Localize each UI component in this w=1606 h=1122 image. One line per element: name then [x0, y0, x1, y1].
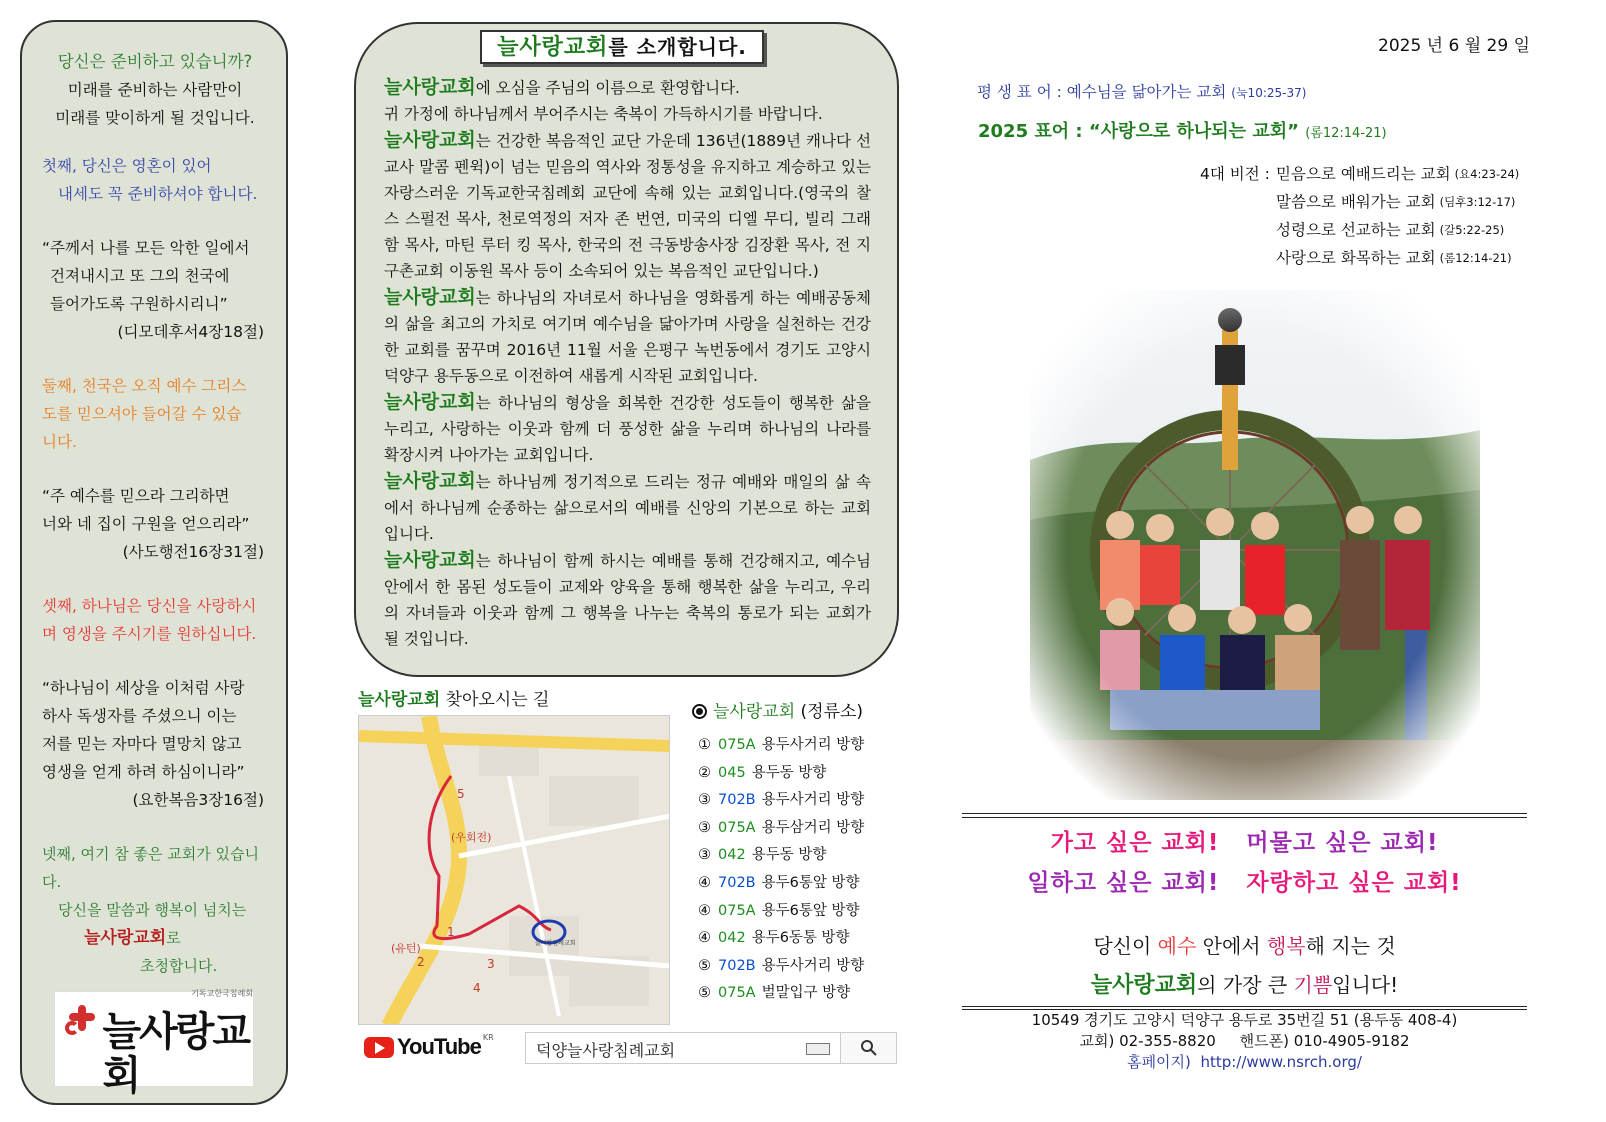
- point-first-cont: 내세도 꼭 준비하셔야 합니다.: [58, 185, 258, 203]
- stop-number: ③: [698, 792, 711, 809]
- radio-bullet-icon: [692, 704, 707, 719]
- yearly-motto: 2025 표어 : “사랑으로 하나되는 교회” (롬12:14-21): [978, 121, 1387, 142]
- stop-number: ③: [698, 819, 711, 836]
- contact-info: [962, 1010, 1527, 1073]
- stop-number: ④: [698, 930, 711, 947]
- search-icon: [860, 1039, 878, 1057]
- bus-route-code: 075A: [718, 819, 756, 836]
- svg-text:5: 5: [457, 787, 465, 801]
- directions-heading: 늘사랑교회 찾아오시는 길: [358, 690, 550, 710]
- verse-line: “주께서 나를 모든 악한 일에서: [42, 239, 250, 257]
- map-graphic: [359, 716, 670, 1025]
- bus-route-code: 075A: [718, 737, 756, 753]
- point-second-cont: 니다.: [42, 433, 77, 451]
- svg-text:1: 1: [447, 925, 455, 939]
- bus-route-code: 042: [718, 847, 746, 864]
- bus-direction: 용두삼거리 방향: [761, 819, 865, 836]
- bus-stop-item: [692, 732, 892, 760]
- map-marker-label: (우회전): [451, 831, 492, 844]
- photo-graphic: [1030, 290, 1480, 800]
- homepage-link[interactable]: http://www.nsrch.org/: [1200, 1053, 1362, 1071]
- invitation-line: 미래를 준비하는 사람만이: [67, 81, 243, 99]
- church-name: 늘사랑교회: [84, 928, 167, 948]
- map-marker-label: (유턴): [391, 942, 421, 955]
- cross-icon: [61, 1009, 100, 1069]
- point-first: 첫째, 당신은 영혼이 있어: [42, 157, 212, 175]
- divider: [962, 817, 1527, 818]
- logo-denomination: 기독교한국침례회: [191, 989, 253, 998]
- church-name: 늘사랑교회: [497, 35, 609, 60]
- intro-paragraph: 늘사랑교회는 하나님께 정기적으로 드리는 정규 예배와 매일의 삶 속에서 하나님께 순종하는 삶으로서의 예배를 신앙의 기본으로 하는 교회입니다.: [384, 470, 871, 543]
- church-logo: [54, 989, 254, 1098]
- introduction-panel: [354, 22, 899, 677]
- verse-line: 너와 네 집이 구원을 얻으리라”: [42, 515, 250, 533]
- four-visions: 4대 비전 : 믿음으로 예배드리는 교회 (요4:23-24) 말씀으로 배워가는 교회 (딤후3:12-17) 성령으로 선교하는 교회 (갈5:22-25) 사랑으로 화목하는 교회 (롬12:14-21): [1200, 160, 1519, 272]
- lifetime-motto: 평 생 표 어 : 예수님을 닮아가는 교회 (눅10:25-37): [977, 83, 1307, 101]
- location-map[interactable]: [358, 715, 670, 1025]
- bus-route-code: 702B: [718, 957, 756, 974]
- point-second-cont: 도를 믿으셔야 들어갈 수 있습: [42, 405, 242, 423]
- youtube-play-icon: [364, 1037, 394, 1058]
- bus-route-code: 702B: [718, 874, 756, 891]
- bus-direction: 벌말입구 방향: [761, 985, 851, 1002]
- point-fourth-cont: 초청합니다.: [140, 957, 218, 975]
- bus-stop-item: [692, 870, 892, 898]
- logo-name: 늘사랑교회: [102, 1010, 250, 1098]
- verse-reference: (사도행전16장31절): [122, 543, 264, 561]
- map-church-label: 늘사랑침례교회: [535, 940, 576, 947]
- youtube-search-button[interactable]: [840, 1033, 896, 1063]
- point-fourth-cont: 당신을 말씀과 행복이 넘치는: [58, 901, 247, 919]
- happiness-phrase: 당신이 예수 안에서 행복해 지는 것: [1093, 934, 1396, 958]
- point-third: 셋째, 하나님은 당신을 사랑하시: [42, 597, 257, 615]
- homepage-label: 홈페이지): [1127, 1053, 1191, 1071]
- svg-text:2: 2: [417, 955, 425, 969]
- svg-text:3: 3: [487, 957, 495, 971]
- point-fourth-cont: 로: [166, 929, 181, 947]
- stop-number: ⑤: [698, 957, 711, 974]
- intro-paragraph: 늘사랑교회는 하나님이 함께 하시는 예배를 통해 건강해지고, 예수님 안에서 한 몸된 성도들이 교제와 양육을 통해 행복한 삶을 누리고, 우리의 자녀들과 이웃과 함께 그 행복을 나누는 축복의 통로가 되는 교회가 될 것입니다.: [384, 549, 871, 648]
- bus-stop-item: [692, 953, 892, 981]
- stop-number: ②: [698, 764, 711, 781]
- bus-stop-item: [692, 760, 892, 788]
- bus-direction: 용두동 방향: [751, 764, 827, 781]
- verse-line: 하사 독생자를 주셨으니 이는: [42, 707, 237, 725]
- verse-line: “하나님이 세상을 이처럼 사랑: [42, 679, 245, 697]
- group-photo: [1030, 290, 1480, 800]
- bus-stop-item: [692, 815, 892, 843]
- bus-direction: 용두6통앞 방향: [761, 874, 860, 891]
- bus-stop-item: [692, 842, 892, 870]
- slogan-line: 가고 싶은 교회! 머물고 싶은 교회!: [1050, 830, 1439, 856]
- bus-direction: 용두6통앞 방향: [761, 902, 860, 919]
- point-third-cont: 며 영생을 주시기를 원하십니다.: [42, 625, 257, 643]
- invitation-line: 미래를 맞이하게 될 것입니다.: [55, 109, 255, 127]
- verse-line: 영생을 얻게 하려 하심이니라”: [42, 763, 245, 781]
- joy-phrase: 늘사랑교회의 가장 큰 기쁨입니다!: [1090, 973, 1399, 998]
- address: 10549 경기도 고양시 덕양구 용두로 35번길 51 (용두동 408-4): [1031, 1011, 1458, 1029]
- bus-stop-item: [692, 925, 892, 953]
- stop-number: ③: [698, 847, 711, 864]
- divider: [962, 813, 1527, 814]
- bus-route-code: 702B: [718, 792, 756, 809]
- verse-reference: (요한복음3장16절): [132, 791, 264, 809]
- bus-stop-item: [692, 980, 892, 1008]
- bus-direction: 용두동 방향: [751, 847, 827, 864]
- svg-text:4: 4: [473, 981, 481, 995]
- bus-stop-item: [692, 787, 892, 815]
- verse-line: “주 예수를 믿으라 그리하면: [42, 487, 230, 505]
- intro-paragraph: 늘사랑교회는 하나님의 형상을 회복한 건강한 성도들이 행복한 삶을 누리고, 사랑하는 이웃과 함께 더 풍성한 삶을 누리며 하나님의 나라를 확장시켜 나아가는 교회입니다.: [384, 391, 871, 464]
- introduction-title: 늘사랑교회를 소개합니다.: [480, 30, 764, 64]
- keyboard-icon[interactable]: [806, 1043, 830, 1055]
- bulletin-date: 2025 년 6 월 29 일: [1378, 36, 1530, 56]
- stop-number: ⑤: [698, 985, 711, 1002]
- bus-route-code: 042: [718, 930, 746, 947]
- phone-numbers: 교회) 02-355-8820 핸드폰) 010-4905-9182: [1079, 1032, 1410, 1050]
- point-fourth: 넷째, 여기 참 좋은 교회가 있습니다.: [42, 845, 259, 891]
- invitation-question: 당신은 준비하고 있습니까?: [57, 52, 253, 71]
- bus-route-code: 075A: [718, 985, 756, 1002]
- slogan-line: 일하고 싶은 교회! 자랑하고 싶은 교회!: [1027, 870, 1462, 896]
- bus-stop-list: [692, 697, 892, 1008]
- vision-label: 4대 비전 :: [1200, 165, 1270, 183]
- bus-route-code: 045: [718, 764, 746, 781]
- bus-direction: 용두6동통 방향: [751, 930, 850, 947]
- intro-paragraph: 늘사랑교회는 하나님의 자녀로서 하나님을 영화롭게 하는 예배공동체의 삶을 최고의 가치로 여기며 예수님을 닮아가며 사랑을 실천하는 건강한 교회를 꿈꾸며 2016년 11월 서울 은평구 녹번동에서 경기도 고양시 덕양구 용두동으로 이전하여 새롭게 시작된 교회입니다.: [384, 286, 871, 385]
- divider: [962, 1006, 1527, 1007]
- youtube-logo[interactable]: YouTube KR: [364, 1034, 494, 1060]
- bus-direction: 용두사거리 방향: [761, 957, 865, 974]
- invitation-panel: [20, 20, 288, 1105]
- verse-reference: (디모데후서4장18절): [117, 323, 264, 341]
- stop-number: ④: [698, 874, 711, 891]
- verse-line: 건져내시고 또 그의 천국에: [50, 267, 230, 285]
- intro-paragraph: 늘사랑교회는 건강한 복음적인 교단 가운데 136년(1889년 캐나다 선교사 말콤 펜윅)이 넘는 믿음의 역사와 정통성을 유지하고 계승하고 있는 자랑스러운 기독교한국침례회 교단에 속해 있는 교회입니다.(영국의 찰스 스펄전 목사, 천로역정의 저자 존 번연, 미국의 디엘 무디, 빌리 그래함 목사, 마틴 루터 킹 목사, 한국의 전 극동방송사장 김장환 목사, 전 지구촌교회 이동원 목사 등이 소속되어 있는 복음적인 교단입니다.): [384, 129, 871, 280]
- intro-paragraph: 늘사랑교회에 오심을 주님의 이름으로 환영합니다. 귀 가정에 하나님께서 부어주시는 축복이 가득하시기를 바랍니다.: [384, 76, 823, 123]
- bus-stop-item: [692, 898, 892, 926]
- stop-number: ①: [698, 737, 711, 753]
- verse-line: 들어가도록 구원하시리니”: [50, 295, 228, 313]
- point-second: 둘째, 천국은 오직 예수 그리스: [42, 377, 247, 395]
- youtube-search-input[interactable]: 덕양늘사랑침례교회: [536, 1041, 676, 1060]
- bus-direction: 용두사거리 방향: [761, 792, 865, 809]
- bus-title: 늘사랑교회 (정류소): [692, 697, 892, 722]
- bus-route-code: 075A: [718, 902, 756, 919]
- verse-line: 저를 믿는 자마다 멸망치 않고: [42, 735, 242, 753]
- youtube-search-bar[interactable]: [525, 1032, 897, 1064]
- bus-direction: 용두사거리 방향: [761, 737, 865, 753]
- stop-number: ④: [698, 902, 711, 919]
